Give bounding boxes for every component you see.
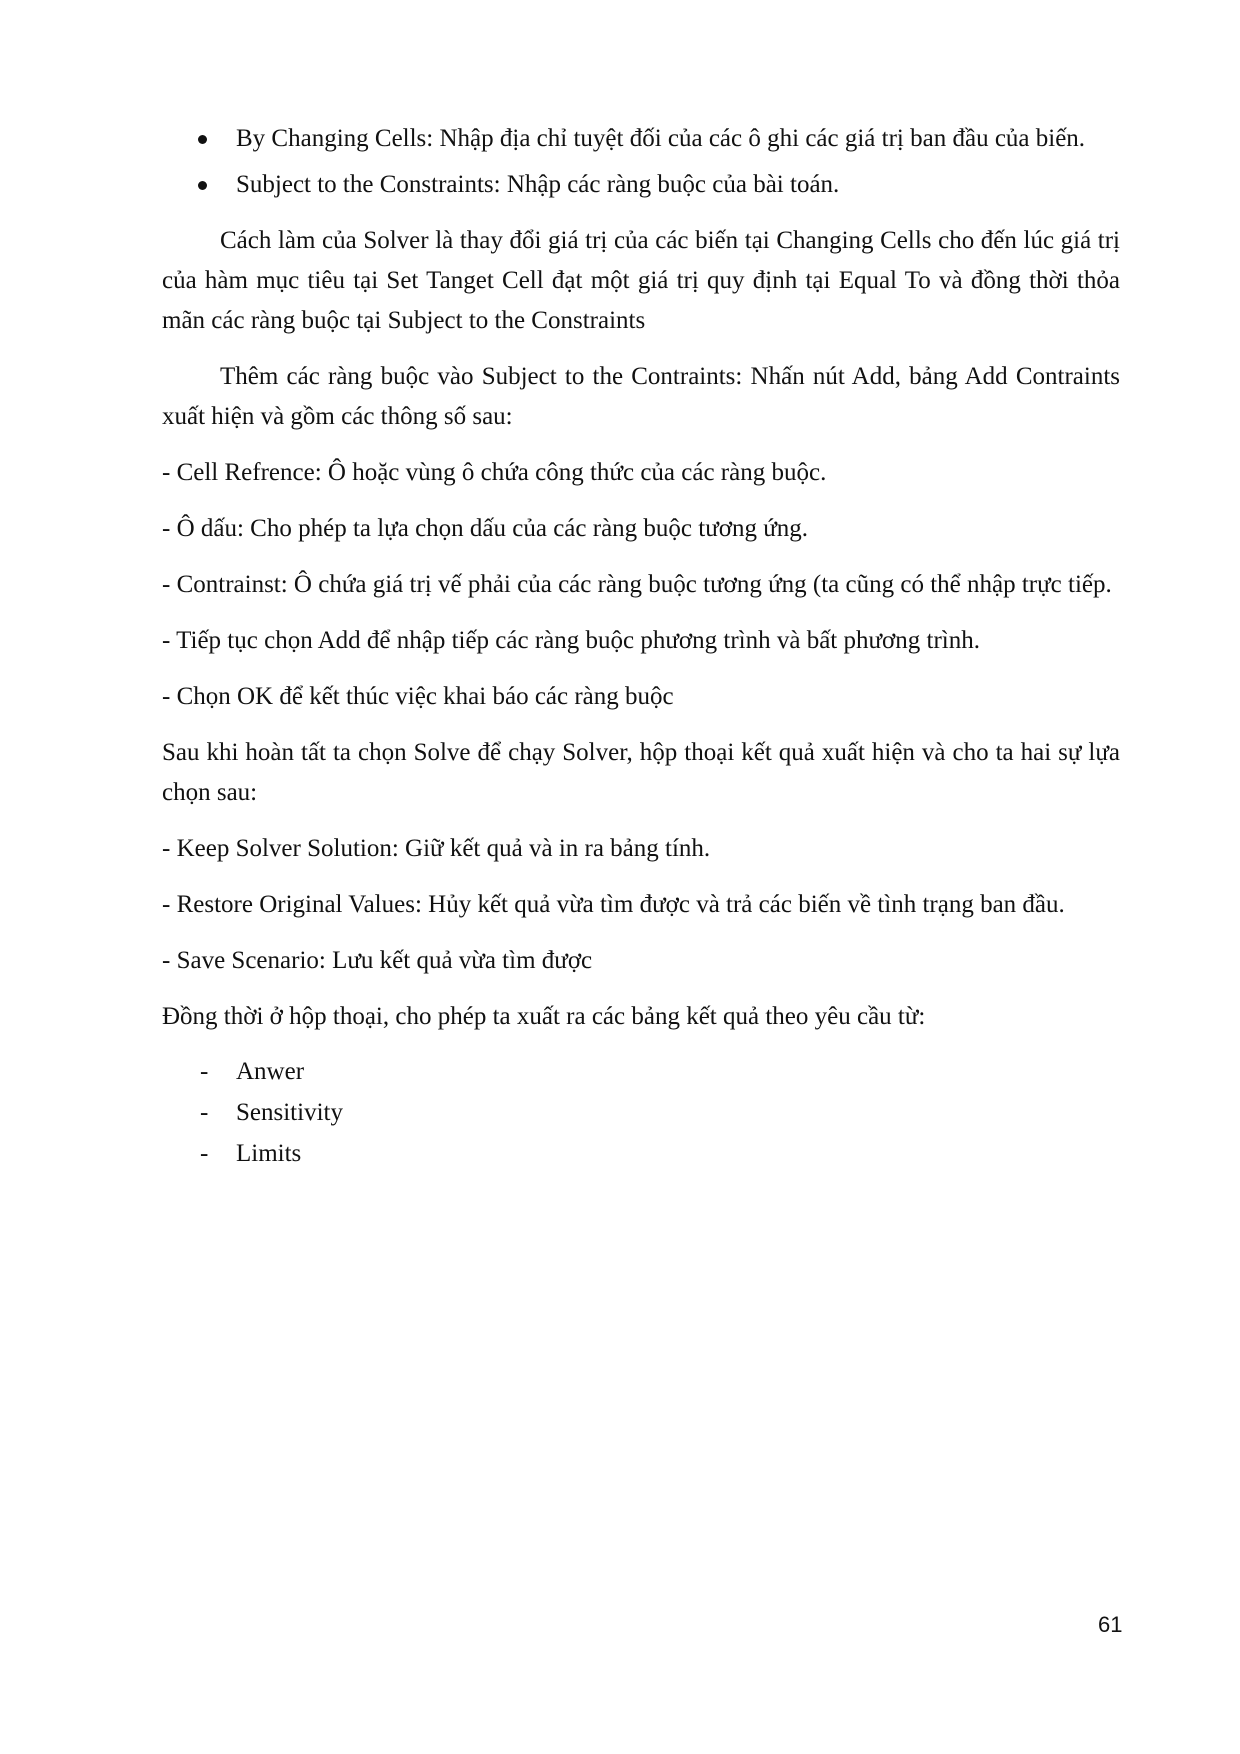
dash-line: - Cell Refrence: Ô hoặc vùng ô chứa công thức của các ràng buộc. [162, 459, 827, 486]
bullet-item [162, 165, 1120, 205]
list-item-text: Anwer [236, 1058, 305, 1085]
list-item [162, 1133, 1120, 1174]
bullet-item [162, 119, 1120, 159]
list-item [162, 1051, 1120, 1092]
list-item-text: Sensitivity [236, 1099, 343, 1126]
report-list [162, 1051, 1120, 1174]
paragraph: Đồng thời ở hộp thoại, cho phép ta xuất ra các bảng kết quả theo yêu cầu từ: [162, 1003, 926, 1030]
paragraph: Sau khi hoàn tất ta chọn Solve để chạy Solver, hộp thoại kết quả xuất hiện và cho ta hai sự lựa chọn sau: [162, 739, 1120, 806]
dash-marker: - [200, 1140, 209, 1167]
dash-marker: - [200, 1058, 209, 1085]
dash-line: - Restore Original Values: Hủy kết quả vừa tìm được và trả các biến về tình trạng ban đầu. [162, 891, 1065, 918]
list-item [162, 1092, 1120, 1133]
dash-line: - Keep Solver Solution: Giữ kết quả và in ra bảng tính. [162, 835, 711, 862]
list-item-text: Limits [236, 1140, 302, 1167]
bullet-text: By Changing Cells: Nhập địa chỉ tuyệt đối của các ô ghi các giá trị ban đầu của biến. [236, 125, 1086, 152]
dash-line: - Tiếp tục chọn Add để nhập tiếp các ràng buộc phương trình và bất phương trình. [162, 627, 980, 654]
page-number: 61 [1098, 1612, 1123, 1637]
bullet-text: Subject to the Constraints: Nhập các ràng buộc của bài toán. [236, 171, 840, 198]
dash-line: - Ô dấu: Cho phép ta lựa chọn dấu của các ràng buộc tương ứng. [162, 515, 809, 542]
paragraph: Cách làm của Solver là thay đổi giá trị của các biến tại Changing Cells cho đến lúc giá trị của hàm mục tiêu tại Set Tanget Cell đạt một giá trị quy định tại Equal To và đồng thời thỏa mãn các ràng buộc tại Subject to the Constraints [162, 227, 1120, 334]
bullet-list [162, 119, 1120, 205]
dash-line: - Contrainst: Ô chứa giá trị vế phải của các ràng buộc tương ứng (ta cũng có thể nhập trực tiếp. [162, 571, 1112, 598]
bullet-dot-icon [198, 181, 207, 190]
bullet-dot-icon [198, 135, 207, 144]
dash-line: - Save Scenario: Lưu kết quả vừa tìm được [162, 947, 593, 974]
paragraph: Thêm các ràng buộc vào Subject to the Contraints: Nhấn nút Add, bảng Add Contraints xuất hiện và gồm các thông số sau: [162, 363, 1120, 430]
page-content [162, 119, 1120, 1174]
dash-marker: - [200, 1099, 209, 1126]
dash-line: - Chọn OK để kết thúc việc khai báo các ràng buộc [162, 683, 674, 710]
